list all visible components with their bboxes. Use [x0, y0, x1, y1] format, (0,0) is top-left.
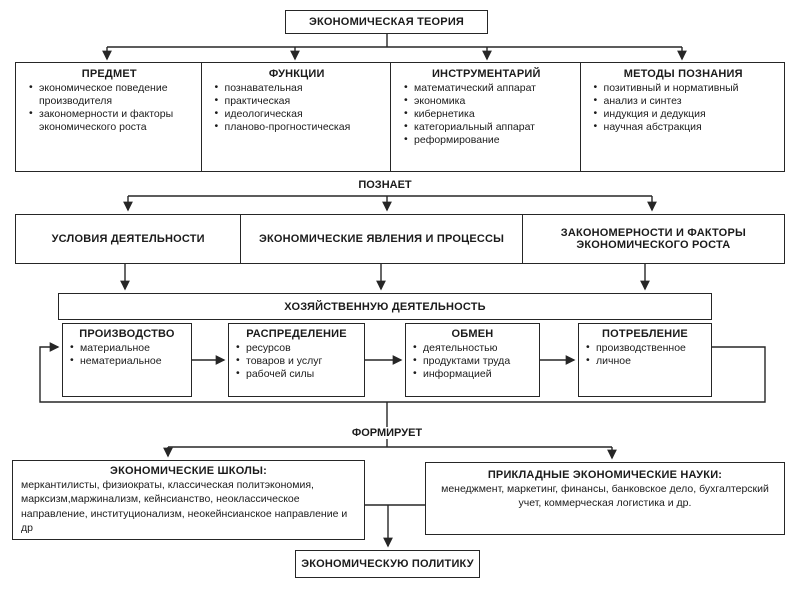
box-exchange	[405, 323, 540, 397]
box-regularities: ЗАКОНОМЕРНОСТИ И ФАКТОРЫ ЭКОНОМИЧЕСКОГО РОСТА	[522, 215, 784, 263]
schools-title: ЭКОНОМИЧЕСКИЕ ШКОЛЫ:	[110, 465, 267, 477]
list-item: • деятельностью	[413, 342, 536, 355]
list-item: • информацией	[413, 368, 536, 381]
list-item: • математический аппарат	[404, 82, 573, 95]
list-item: • практическая	[215, 95, 384, 108]
poznaet-label-text: ПОЗНАЕТ	[352, 179, 417, 191]
box-policy	[295, 550, 480, 578]
list-item: • категориальный аппарат	[404, 121, 573, 134]
list-item: • товаров и услуг	[236, 355, 361, 368]
applied-title: ПРИКЛАДНЫЕ ЭКОНОМИЧЕСКИЕ НАУКИ:	[487, 469, 723, 481]
box-distribution	[228, 323, 365, 397]
list-item: • экономика	[404, 95, 573, 108]
studies-row	[15, 214, 785, 264]
box-production	[62, 323, 192, 397]
list-item: • нематериальное	[70, 355, 188, 368]
box-conditions: УСЛОВИЯ ДЕЯТЕЛЬНОСТИ	[51, 233, 205, 245]
box-methods-title: МЕТОДЫ ПОЗНАНИЯ	[623, 68, 743, 80]
list-item: • кибернетика	[404, 108, 573, 121]
root-box	[285, 10, 488, 34]
subject-list	[22, 82, 197, 134]
box-instruments-title: ИНСТРУМЕНТАРИЙ	[431, 68, 541, 80]
box-schools	[12, 460, 365, 540]
list-item: • личное	[586, 355, 708, 368]
applied-body: менеджмент, маркетинг, финансы, банковское дело, бухгалтерский учет, коммерческая логистика и др.	[441, 483, 769, 510]
activity-header-box	[58, 293, 712, 320]
list-item: • реформирование	[404, 134, 573, 147]
list-item: • планово-прогностическая	[215, 121, 384, 134]
consumption-list	[579, 342, 711, 368]
box-methods	[580, 63, 784, 171]
list-item: • позитивный и нормативный	[594, 82, 777, 95]
aspects-row	[15, 62, 785, 172]
list-item: • закономерности и факторы экономического роста	[29, 108, 194, 134]
list-item: • индукция и дедукция	[594, 108, 777, 121]
list-item: • рабочей силы	[236, 368, 361, 381]
list-item: • экономическое поведение производителя	[29, 82, 194, 108]
root-title: ЭКОНОМИЧЕСКАЯ ТЕОРИЯ	[308, 16, 465, 28]
poznaet-label	[0, 179, 770, 191]
box-functions	[201, 63, 391, 171]
list-item: • продуктами труда	[413, 355, 536, 368]
exchange-list	[406, 342, 539, 381]
consumption-title: ПОТРЕБЛЕНИЕ	[602, 328, 688, 340]
box-phenomena: ЭКОНОМИЧЕСКИЕ ЯВЛЕНИЯ И ПРОЦЕССЫ	[240, 215, 521, 263]
functions-list	[208, 82, 387, 134]
activity-title: ХОЗЯЙСТВЕННУЮ ДЕЯТЕЛЬНОСТЬ	[284, 300, 486, 313]
policy-title: ЭКОНОМИЧЕСКУЮ ПОЛИТИКУ	[301, 558, 474, 570]
exchange-title: ОБМЕН	[451, 328, 494, 340]
box-subject-title: ПРЕДМЕТ	[81, 68, 137, 80]
production-title: ПРОИЗВОДСТВО	[79, 328, 175, 340]
box-instruments	[390, 63, 580, 171]
list-item: • производственное	[586, 342, 708, 355]
production-list	[63, 342, 191, 368]
box-subject	[16, 63, 201, 171]
methods-list	[587, 82, 780, 134]
distribution-list	[229, 342, 364, 381]
list-item: • ресурсов	[236, 342, 361, 355]
box-consumption	[578, 323, 712, 397]
schools-body: меркантилисты, физиократы, классическая политэкономия, марксизм,маржинализм, кейнсианство, неоклассическое направление, институционализм, неокейнсианское направление и др	[21, 479, 348, 535]
instruments-list	[397, 82, 576, 147]
list-item: • познавательная	[215, 82, 384, 95]
formiruet-label	[0, 427, 774, 439]
list-item: • материальное	[70, 342, 188, 355]
list-item: • анализ и синтез	[594, 95, 777, 108]
formiruet-label-text: ФОРМИРУЕТ	[346, 427, 428, 439]
list-item: • идеологическая	[215, 108, 384, 121]
distribution-title: РАСПРЕДЕЛЕНИЕ	[246, 328, 347, 340]
box-applied-sciences	[425, 462, 785, 535]
list-item: • научная абстракция	[594, 121, 777, 134]
box-functions-title: ФУНКЦИИ	[268, 68, 325, 80]
